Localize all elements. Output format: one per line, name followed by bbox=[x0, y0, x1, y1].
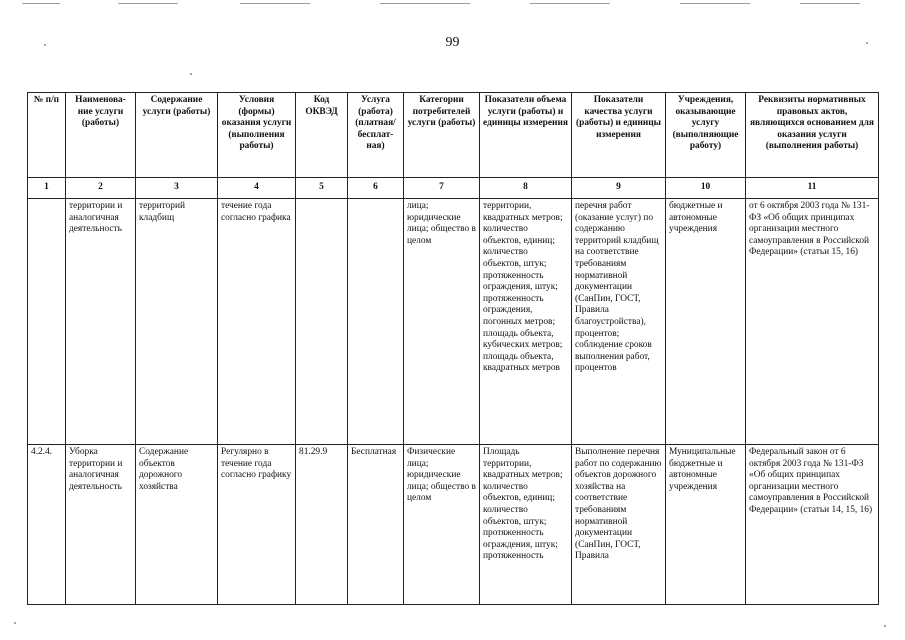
okved-code: 81.29.9 bbox=[296, 445, 348, 605]
column-number: 8 bbox=[480, 178, 572, 199]
column-number: 5 bbox=[296, 178, 348, 199]
scan-artifact bbox=[800, 3, 860, 4]
column-number: 9 bbox=[572, 178, 666, 199]
table-cell: Федеральный закон от 6 октября 2003 года № 131-ФЗ «Об общих принципах организации местного самоуправления в Российской Федерации» (статьи 14, 15, 16) bbox=[746, 445, 879, 605]
table-cell: бюджетные и автономные учреждения bbox=[666, 199, 746, 445]
header-cell: Услуга (работа) (платная/ бесплат-ная) bbox=[348, 93, 404, 178]
column-number: 2 bbox=[66, 178, 136, 199]
row-number: 4.2.4. bbox=[28, 445, 66, 605]
table-row bbox=[28, 445, 879, 605]
header-cell: Показатели объема услуги (работы) и единицы измерения bbox=[480, 93, 572, 178]
header-cell: Наименова-ние услуги (работы) bbox=[66, 93, 136, 178]
column-number: 11 bbox=[746, 178, 879, 199]
column-number: 3 bbox=[136, 178, 218, 199]
table-cell: перечня работ (оказание услуг) по содержанию территорий кладбищ на соответствие требованиям нормативной документации (СанПин, ГОСТ, Правила благоустройства), процентов; соблюдение сроков выполнения работ, процентов bbox=[572, 199, 666, 445]
table-cell: Выполнение перечня работ по содержанию объектов дорожного хозяйства на соответствие требованиям нормативной документации (СанПин, ГОСТ, Правила bbox=[572, 445, 666, 605]
header-cell: № п/п bbox=[28, 93, 66, 178]
scan-artifact bbox=[680, 3, 750, 4]
table-cell: территории и аналогичная деятельность bbox=[66, 199, 136, 445]
table-cell: Физические лица; юридические лица; общество в целом bbox=[404, 445, 480, 605]
column-number: 6 bbox=[348, 178, 404, 199]
header-cell: Учреждения, оказывающие услугу (выполняющие работу) bbox=[666, 93, 746, 178]
table-cell bbox=[28, 199, 66, 445]
column-number-row bbox=[28, 178, 879, 199]
scan-speck bbox=[190, 73, 192, 75]
table-cell: Муниципальные бюджетные и автономные учреждения bbox=[666, 445, 746, 605]
table-header-row bbox=[28, 93, 879, 178]
header-cell: Реквизиты нормативных правовых актов, являющихся основанием для оказания услуги (выполнения работы) bbox=[746, 93, 879, 178]
scan-speck bbox=[884, 625, 886, 627]
scan-artifact bbox=[380, 3, 470, 4]
table-cell bbox=[348, 199, 404, 445]
table-cell: от 6 октября 2003 года № 131-ФЗ «Об общих принципах организации местного самоуправления в Российской Федерации» (статьи 15, 16) bbox=[746, 199, 879, 445]
page-number: 99 bbox=[445, 35, 460, 50]
table-cell: территорий кладбищ bbox=[136, 199, 218, 445]
scan-artifact bbox=[22, 3, 60, 4]
scan-artifact bbox=[530, 3, 610, 4]
table-cell: течение года согласно графика bbox=[218, 199, 296, 445]
column-number: 7 bbox=[404, 178, 480, 199]
header-cell: Код ОКВЭД bbox=[296, 93, 348, 178]
table-row bbox=[28, 199, 879, 445]
table-cell: Бесплатная bbox=[348, 445, 404, 605]
services-register-table bbox=[27, 92, 879, 605]
table-cell: лица; юридические лица; общество в целом bbox=[404, 199, 480, 445]
header-cell: Категории потребителей услуги (работы) bbox=[404, 93, 480, 178]
table-cell: Регулярно в течение года согласно графику bbox=[218, 445, 296, 605]
header-cell: Условия (формы) оказания услуги (выполнения работы) bbox=[218, 93, 296, 178]
table-cell: Уборка территории и аналогичная деятельность bbox=[66, 445, 136, 605]
table-cell: Площадь территории, квадратных метров; количество объектов, единиц; количество объектов, штук; протяженность ограждения, штук; протяженность bbox=[480, 445, 572, 605]
column-number: 1 bbox=[28, 178, 66, 199]
scan-artifact bbox=[118, 3, 178, 4]
scan-speck bbox=[14, 622, 16, 624]
header-cell: Показатели качества услуги (работы) и единицы измерения bbox=[572, 93, 666, 178]
header-cell: Содержание услуги (работы) bbox=[136, 93, 218, 178]
column-number: 10 bbox=[666, 178, 746, 199]
table-cell: территории, квадратных метров; количество объектов, единиц; количество объектов, штук; протяженность ограждения, штук; протяженность ограждения, погонных метров; площадь объекта, кубических метров; площадь объекта, квадратных метров bbox=[480, 199, 572, 445]
table-cell: Содержание объектов дорожного хозяйства bbox=[136, 445, 218, 605]
column-number: 4 bbox=[218, 178, 296, 199]
table-cell bbox=[296, 199, 348, 445]
scan-artifact bbox=[240, 3, 310, 4]
